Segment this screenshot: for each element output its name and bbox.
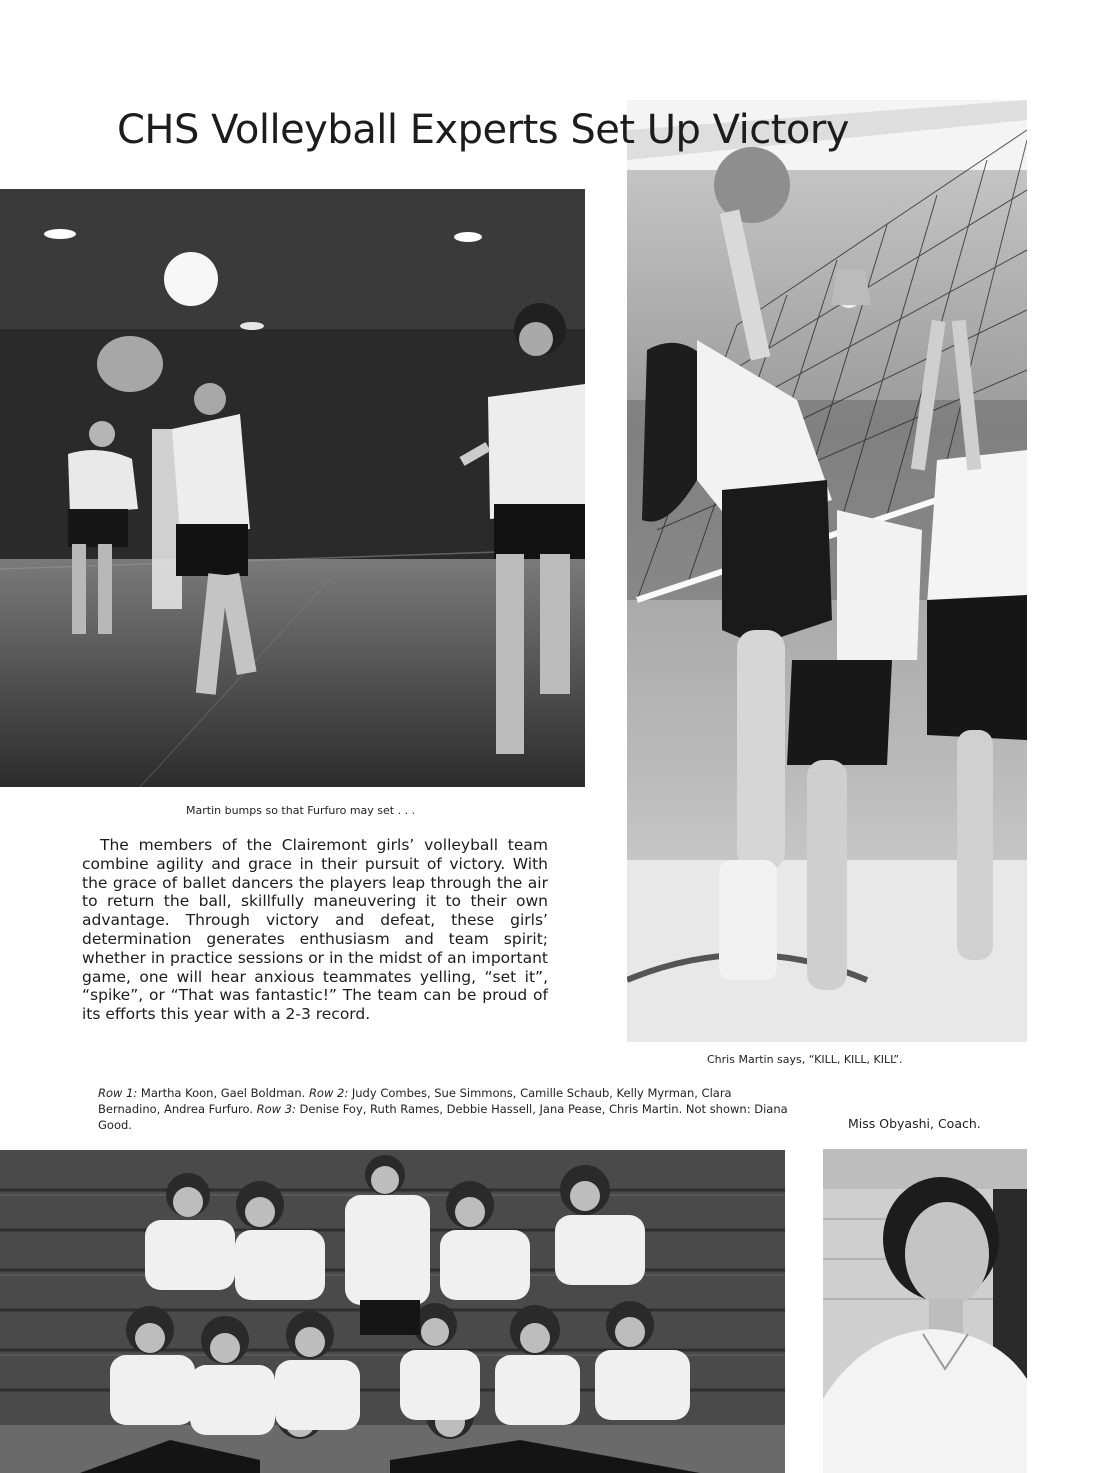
photo-team-image [0,1150,785,1473]
photo-bump [0,189,585,787]
article-body: The members of the Clairemont girls’ volleyball team combine agility and grace in their pursuit of victory. With the grace of ballet dancers the players leap through the air to return the ball, skillfully maneuvering it to their own advantage. Through victory and defeat, these girls’ determination generates enthusiasm and team spirit; whether in practice sessions or in the midst of an important game, one will hear anxious teammates yelling, “set it”, “spike”, or “That was fantastic!” The team can be proud of its efforts this year with a 2-3 record. [82,836,548,1024]
photo-coach-caption: Miss Obyashi, Coach. [848,1116,981,1131]
photo-coach [823,1149,1027,1473]
photo-bump-image [0,189,585,787]
page-title: CHS Volleyball Experts Set Up Victory [117,107,849,153]
roster-row3-label: Row 3: [256,1102,296,1116]
photo-spike-image [627,100,1027,1042]
photo-bump-caption: Martin bumps so that Furfuro may set . . . [186,804,416,817]
roster-row2-label: Row 2: [308,1086,349,1100]
photo-spike-caption: Chris Martin says, “KILL, KILL, KILL”. [707,1053,903,1066]
photo-coach-image [823,1149,1027,1473]
roster-row1-label: Row 1: [98,1086,138,1100]
roster-row3-names: Denise Foy, Ruth Rames, Debbie Hassell, Jana Pease, Chris Martin. Not shown: Diana Good. [98,1102,788,1132]
team-roster [98,1085,788,1133]
roster-row1-names: Martha Koon, Gael Boldman. [137,1086,309,1100]
roster-row2-names: Judy Combes, Sue Simmons, Camille Schaub, Kelly Myrman, Clara Bernadino, Andrea Furfuro. [98,1086,732,1116]
photo-team [0,1150,785,1473]
photo-spike [627,100,1027,1042]
